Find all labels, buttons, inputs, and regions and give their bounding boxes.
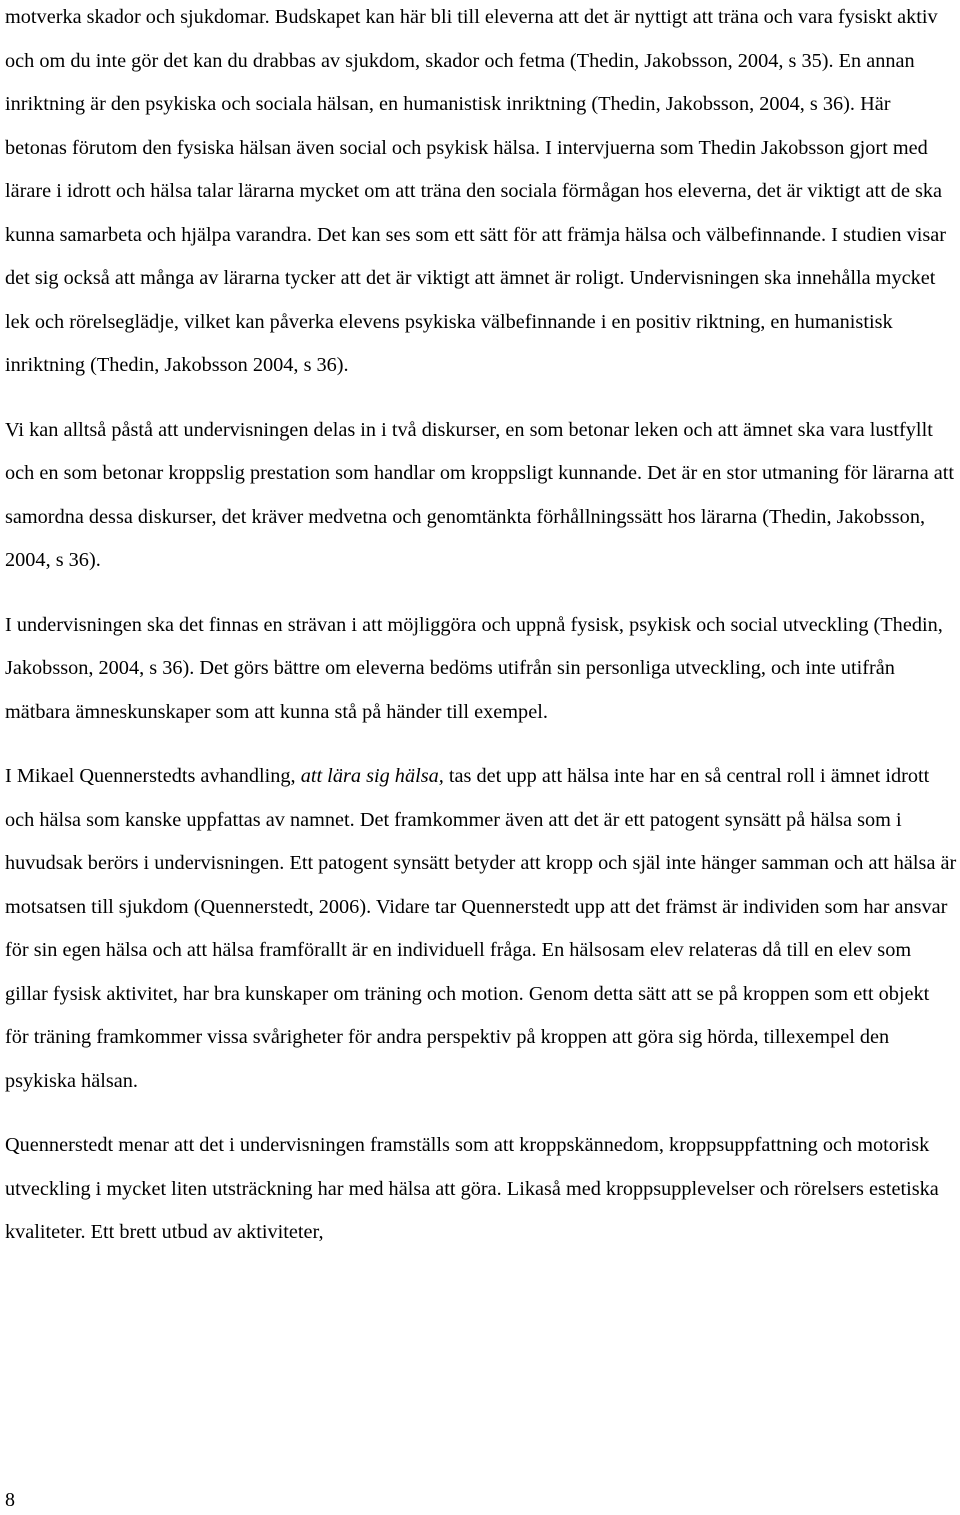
paragraph-2: Vi kan alltså påstå att undervisningen delas in i två diskurser, en som betonar leken och att ämnet ska vara lustfyllt och en som betonar kroppslig prestation som handlar om kroppsligt kunnande. Det är en stor utmaning för lärarna att samordna dessa diskurser, det kräver medvetna och genomtänkta förhållningssätt hos lärarna (Thedin, Jakobsson, 2004, s 36). <box>5 418 955 571</box>
paragraph-4-after: tas det upp att hälsa inte har en så central roll i ämnet idrott och hälsa som kanske uppfattas av namnet. Det framkommer även att det är ett patogent synsätt på hälsa som i huvudsak berörs i undervisningen. Ett patogent synsätt betyder att kropp och själ inte hänger samman och att hälsa är motsatsen till sjukdom (Quennerstedt, 2006). Vidare tar Quennerstedt upp att det främst är individen som har ansvar för sin egen hälsa och att hälsa framförallt är en individuell fråga. En hälsosam elev relateras då till en elev som gillar fysisk aktivitet, har bra kunskaper om träning och motion. Genom detta sätt att se på kroppen som ett objekt för träning framkommer vissa svårigheter för andra perspektiv på kroppen att göra sig hörda, tillexempel den psykiska hälsan. <box>5 765 957 1092</box>
paragraph-4 <box>5 755 957 1103</box>
paragraph-1: motverka skador och sjukdomar. Budskapet kan här bli till eleverna att det är nyttigt att träna och vara fysiskt aktiv och om du inte gör det kan du drabbas av sjukdom, skador och fetma (Thedin, Jakobsson, 2004, s 35). En annan inriktning är den psykiska och sociala hälsan, en humanistisk inriktning (Thedin, Jakobsson, 2004, s 36). Här betonas förutom den fysiska hälsan även social och psykisk hälsa. I intervjuerna som Thedin Jakobsson gjort med lärare i idrott och hälsa talar lärarna mycket om att träna den sociala förmågan hos eleverna, det är viktigt att de ska kunna samarbeta och hjälpa varandra. Det kan ses som ett sätt för att främja hälsa och välbefinnande. I studien visar det sig också att många av lärarna tycker att det är viktigt att ämnet är roligt. Undervisningen ska innehålla mycket lek och rörelseglädje, vilket kan påverka elevens psykiska välbefinnande i en positiv riktning, en humanistisk inriktning (Thedin, Jakobsson 2004, s 36). <box>5 6 947 376</box>
document-page <box>5 0 957 1255</box>
page-number: 8 <box>5 1489 15 1511</box>
paragraph-5: Quennerstedt menar att det i undervisningen framställs som att kroppskännedom, kroppsuppfattning och motorisk utveckling i mycket liten utsträckning har med hälsa att göra. Likaså med kroppsupplevelser och rörelsers estetiska kvaliteter. Ett brett utbud av aktiviteter, <box>5 1134 939 1243</box>
thesis-title: att lära sig hälsa, <box>300 765 444 787</box>
paragraph-3: I undervisningen ska det finnas en strävan i att möjliggöra och uppnå fysisk, psykisk och social utveckling (Thedin, Jakobsson, 2004, s 36). Det görs bättre om eleverna bedöms utifrån sin personliga utveckling, och inte utifrån mätbara ämneskunskaper som att kunna stå på händer till exempel. <box>5 613 943 723</box>
paragraph-4-before: I Mikael Quennerstedts avhandling, <box>5 765 301 787</box>
